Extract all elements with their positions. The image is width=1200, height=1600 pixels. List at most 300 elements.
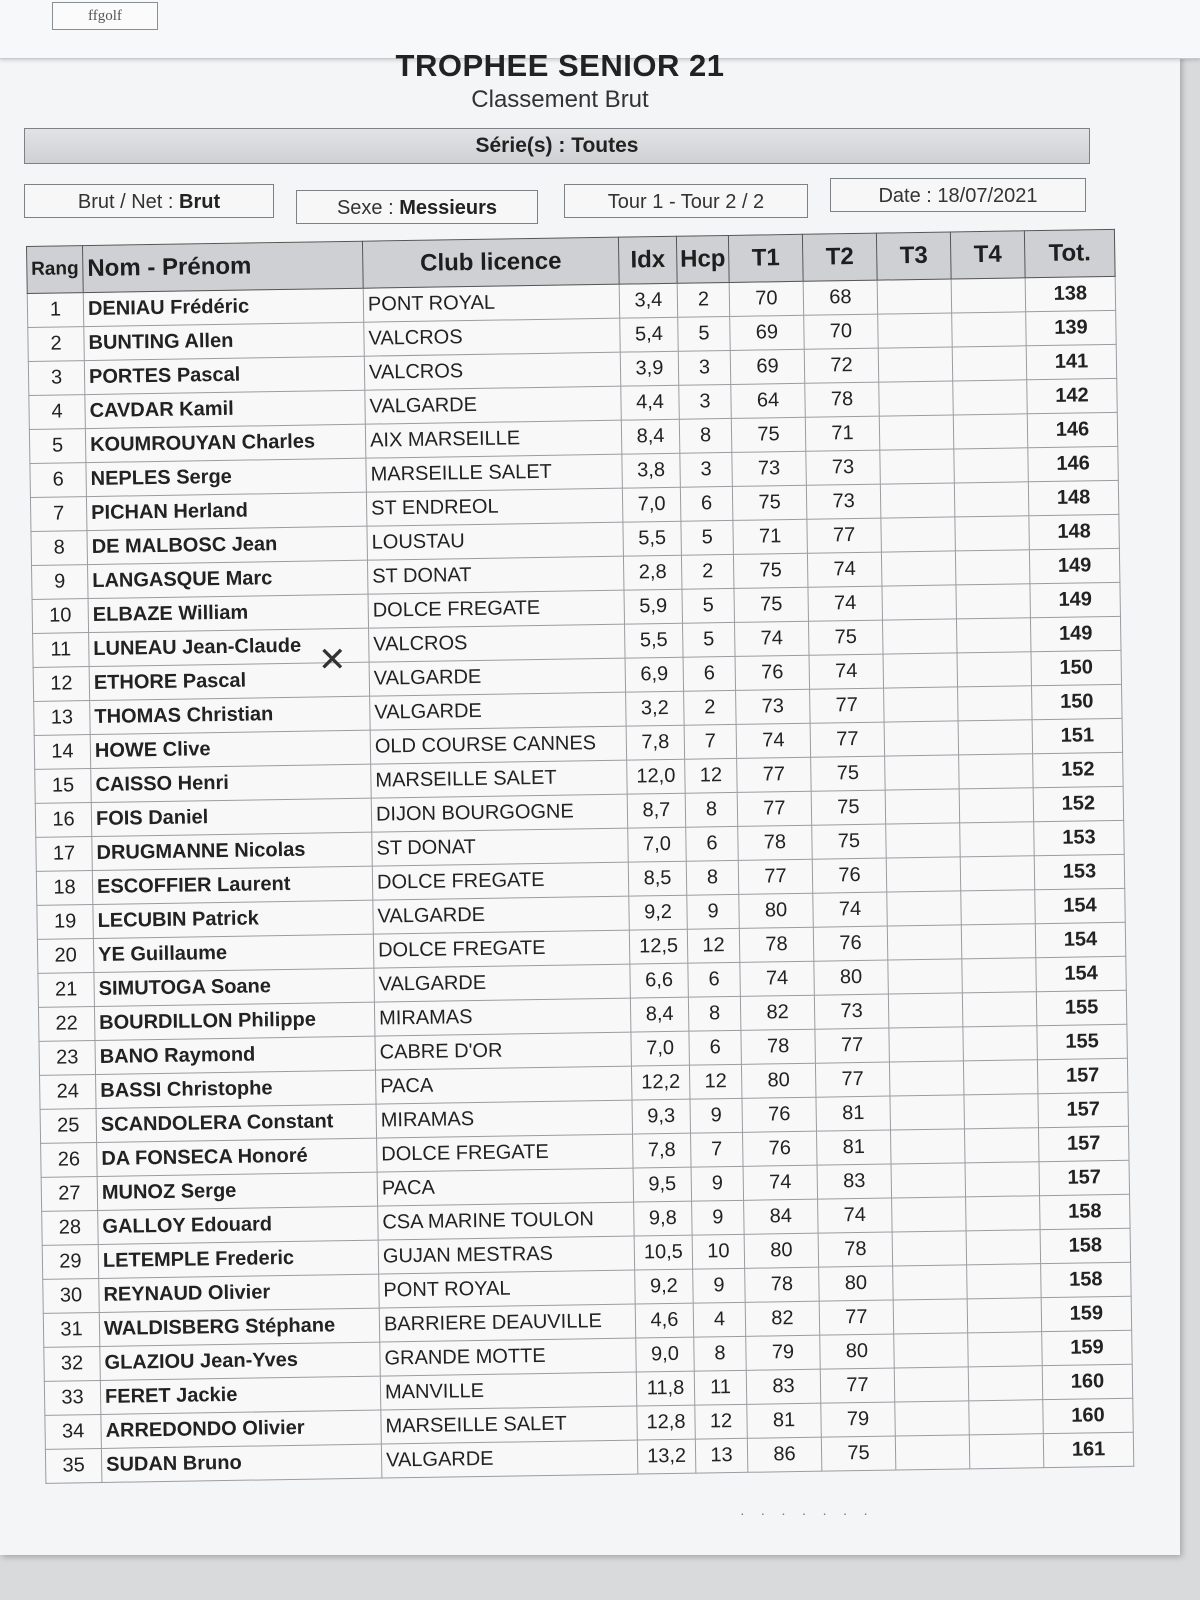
cell-tot: 152 — [1033, 786, 1124, 821]
cell-t3 — [889, 1061, 964, 1096]
cell-nom: PORTES Pascal — [84, 356, 364, 394]
serie-bar: Série(s) : Toutes — [24, 128, 1090, 164]
cell-club: VALGARDE — [365, 386, 622, 424]
cell-t3 — [893, 1299, 968, 1334]
cell-t1: 78 — [738, 825, 813, 860]
cell-club: VALCROS — [369, 624, 626, 662]
cell-rang: 23 — [39, 1041, 96, 1076]
cell-club: DOLCE FREGATE — [372, 862, 629, 900]
cell-t4 — [968, 1366, 1043, 1401]
cell-tot: 142 — [1027, 378, 1118, 413]
cell-t4 — [955, 550, 1030, 585]
cell-t1: 69 — [730, 349, 805, 384]
cell-tot: 150 — [1032, 684, 1123, 719]
cell-tot: 148 — [1029, 514, 1120, 549]
cell-idx: 3,9 — [620, 351, 679, 386]
col-club: Club licence — [362, 237, 619, 288]
cell-t4 — [959, 788, 1034, 823]
cell-t3 — [891, 1163, 966, 1198]
cell-tot: 153 — [1034, 820, 1125, 855]
cell-rang: 10 — [32, 599, 89, 634]
cell-t2: 80 — [820, 1334, 895, 1369]
cell-rang: 22 — [38, 1007, 95, 1042]
cell-idx: 8,4 — [621, 419, 680, 454]
cell-nom: GALLOY Edouard — [98, 1206, 378, 1244]
cell-idx: 7,8 — [633, 1133, 692, 1168]
col-nom: Nom - Prénom — [83, 241, 364, 292]
cell-t4 — [958, 686, 1033, 721]
cell-idx: 3,4 — [619, 283, 678, 318]
cell-t3 — [890, 1129, 965, 1164]
cell-t1: 75 — [734, 587, 809, 622]
cell-club: PONT ROYAL — [379, 1270, 636, 1308]
cell-tot: 157 — [1038, 1126, 1129, 1161]
cell-t3 — [892, 1197, 967, 1232]
cell-nom: ARREDONDO Olivier — [101, 1410, 381, 1448]
cell-nom: ETHORE Pascal — [89, 662, 369, 700]
cell-club: MARSEILLE SALET — [381, 1406, 638, 1444]
cell-tot: 154 — [1036, 956, 1127, 991]
cell-hcp: 8 — [694, 1336, 747, 1371]
cell-nom: ELBAZE William — [88, 594, 368, 632]
cell-t3 — [885, 755, 960, 790]
cell-hcp: 5 — [683, 622, 736, 657]
cell-idx: 9,2 — [629, 895, 688, 930]
cell-club: AIX MARSEILLE — [365, 420, 622, 458]
cell-t3 — [885, 789, 960, 824]
cell-club: MARSEILLE SALET — [371, 760, 628, 798]
cell-t3 — [890, 1095, 965, 1130]
cell-nom: BUNTING Allen — [84, 322, 364, 360]
cell-hcp: 6 — [683, 656, 736, 691]
cell-club: GRANDE MOTTE — [380, 1338, 637, 1376]
cell-t2: 77 — [810, 688, 885, 723]
cell-t1: 73 — [732, 451, 807, 486]
cell-t4 — [969, 1434, 1044, 1469]
cell-club: MANVILLE — [380, 1372, 637, 1410]
cell-tot: 141 — [1026, 344, 1117, 379]
cell-idx: 9,5 — [633, 1167, 692, 1202]
cell-hcp: 5 — [682, 588, 735, 623]
cell-tot: 158 — [1040, 1228, 1131, 1263]
cell-idx: 12,2 — [631, 1065, 690, 1100]
cell-idx: 6,6 — [630, 963, 689, 998]
cell-club: ST DONAT — [367, 556, 624, 594]
cell-t3 — [884, 687, 959, 722]
cell-t3 — [881, 517, 956, 552]
cell-t1: 78 — [739, 927, 814, 962]
brut-net-filter — [24, 184, 274, 218]
cell-t1: 71 — [733, 519, 808, 554]
cell-t3 — [886, 823, 961, 858]
cell-nom: BANO Raymond — [95, 1036, 375, 1074]
cell-t2: 73 — [814, 994, 889, 1029]
cell-tot: 154 — [1035, 922, 1126, 957]
cell-hcp: 11 — [694, 1370, 747, 1405]
cell-rang: 34 — [45, 1414, 102, 1449]
cell-t4 — [959, 754, 1034, 789]
cell-idx: 9,0 — [636, 1337, 695, 1372]
cell-hcp: 4 — [693, 1302, 746, 1337]
cell-tot: 149 — [1030, 582, 1121, 617]
cell-nom: BOURDILLON Philippe — [94, 1002, 374, 1040]
cell-nom: THOMAS Christian — [90, 696, 370, 734]
cell-tot: 160 — [1042, 1364, 1133, 1399]
cell-club: MARSEILLE SALET — [366, 454, 623, 492]
cell-club: VALGARDE — [370, 692, 627, 730]
cell-tot: 146 — [1027, 412, 1118, 447]
cell-nom: BASSI Christophe — [96, 1070, 376, 1108]
cell-t3 — [881, 551, 956, 586]
cell-rang: 15 — [35, 769, 92, 804]
cell-nom: SCANDOLERA Constant — [96, 1104, 376, 1142]
cell-idx: 12,0 — [627, 759, 686, 794]
cell-t2: 74 — [809, 654, 884, 689]
cell-club: ST ENDREOL — [366, 488, 623, 526]
cell-t4 — [966, 1196, 1041, 1231]
cell-club: VALGARDE — [369, 658, 626, 696]
cell-nom: SIMUTOGA Soane — [94, 968, 374, 1006]
cell-nom: GLAZIOU Jean-Yves — [100, 1342, 380, 1380]
cell-t2: 75 — [811, 756, 886, 791]
cell-idx: 5,4 — [620, 317, 679, 352]
cell-t2: 73 — [806, 484, 881, 519]
cell-t2: 77 — [815, 1062, 890, 1097]
col-idx: Idx — [618, 236, 677, 284]
cell-tot: 157 — [1039, 1160, 1130, 1195]
cell-t3 — [882, 585, 957, 620]
cell-t1: 76 — [735, 655, 810, 690]
cell-t1: 78 — [745, 1267, 820, 1302]
cell-rang: 11 — [33, 633, 90, 668]
cell-rang: 24 — [40, 1075, 97, 1110]
cell-t2: 79 — [821, 1402, 896, 1437]
cell-hcp: 5 — [681, 520, 734, 555]
cell-nom: LUNEAU Jean-Claude — [89, 628, 369, 666]
cell-rang: 3 — [28, 361, 85, 396]
cell-club: VALGARDE — [373, 896, 630, 934]
cell-idx: 5,5 — [625, 623, 684, 658]
cell-t2: 75 — [811, 790, 886, 825]
cell-t3 — [895, 1401, 970, 1436]
cell-hcp: 7 — [684, 724, 737, 759]
cell-idx: 7,8 — [626, 725, 685, 760]
cell-tot: 158 — [1040, 1194, 1131, 1229]
cell-club: MIRAMAS — [376, 1100, 633, 1138]
cell-nom: CAVDAR Kamil — [85, 390, 365, 428]
cell-t1: 79 — [746, 1335, 821, 1370]
cell-idx: 9,2 — [635, 1269, 694, 1304]
footer-print-info: · · · · · · · — [740, 1505, 874, 1521]
cell-t4 — [957, 652, 1032, 687]
cell-t3 — [879, 381, 954, 416]
cell-t3 — [888, 959, 963, 994]
cell-t3 — [886, 857, 961, 892]
cell-idx: 5,5 — [623, 521, 682, 556]
tour-filter: Tour 1 - Tour 2 / 2 — [564, 184, 808, 218]
cell-nom: HOWE Clive — [90, 730, 370, 768]
cell-t4 — [958, 720, 1033, 755]
cell-t1: 80 — [741, 1063, 816, 1098]
cell-t3 — [879, 415, 954, 450]
page-subtitle: Classement Brut — [471, 86, 649, 113]
cell-rang: 29 — [42, 1244, 99, 1279]
cell-tot: 155 — [1036, 990, 1127, 1025]
cell-tot: 161 — [1043, 1432, 1134, 1467]
cell-t2: 80 — [814, 960, 889, 995]
cell-nom: FOIS Daniel — [91, 798, 371, 836]
cell-t1: 76 — [743, 1131, 818, 1166]
cell-club: ST DONAT — [372, 828, 629, 866]
cell-tot: 146 — [1028, 446, 1119, 481]
cell-tot: 157 — [1038, 1092, 1129, 1127]
cell-t2: 77 — [810, 722, 885, 757]
cell-idx: 6,9 — [625, 657, 684, 692]
cell-nom: MUNOZ Serge — [97, 1172, 377, 1210]
pen-cross-mark: ✕ — [318, 640, 347, 680]
cell-tot: 152 — [1033, 752, 1124, 787]
cell-t2: 74 — [807, 552, 882, 587]
cell-t1: 82 — [740, 995, 815, 1030]
cell-t1: 69 — [730, 315, 805, 350]
cell-t2: 74 — [808, 586, 883, 621]
col-t4: T4 — [950, 231, 1025, 279]
cell-tot: 149 — [1030, 616, 1121, 651]
cell-t4 — [964, 1128, 1039, 1163]
cell-hcp: 2 — [677, 282, 730, 317]
cell-t2: 76 — [812, 858, 887, 893]
cell-nom: PICHAN Herland — [86, 492, 366, 530]
cell-hcp: 13 — [695, 1438, 748, 1473]
cell-hcp: 8 — [688, 996, 741, 1031]
cell-t4 — [951, 278, 1026, 313]
cell-idx: 4,6 — [635, 1303, 694, 1338]
cell-rang: 7 — [30, 497, 87, 532]
ffgolf-logo: ffgolf — [52, 2, 158, 30]
cell-rang: 5 — [29, 429, 86, 464]
cell-hcp: 6 — [680, 486, 733, 521]
cell-tot: 159 — [1041, 1296, 1132, 1331]
cell-nom: FERET Jackie — [100, 1376, 380, 1414]
cell-t1: 77 — [737, 757, 812, 792]
cell-rang: 18 — [36, 871, 93, 906]
cell-t2: 77 — [820, 1368, 895, 1403]
cell-idx: 12,5 — [629, 929, 688, 964]
cell-t2: 77 — [819, 1300, 894, 1335]
cell-t4 — [960, 822, 1035, 857]
cell-t1: 84 — [744, 1199, 819, 1234]
cell-t2: 83 — [817, 1164, 892, 1199]
cell-hcp: 9 — [692, 1200, 745, 1235]
cell-t2: 75 — [808, 620, 883, 655]
cell-t4 — [968, 1332, 1043, 1367]
cell-club: CSA MARINE TOULON — [378, 1202, 635, 1240]
cell-hcp: 2 — [684, 690, 737, 725]
cell-t4 — [967, 1264, 1042, 1299]
cell-t1: 81 — [747, 1403, 822, 1438]
cell-hcp: 9 — [687, 894, 740, 929]
cell-rang: 33 — [44, 1380, 101, 1415]
cell-hcp: 8 — [679, 418, 732, 453]
cell-hcp: 3 — [678, 350, 731, 385]
cell-tot: 159 — [1042, 1330, 1133, 1365]
cell-t4 — [969, 1400, 1044, 1435]
cell-tot: 160 — [1043, 1398, 1134, 1433]
cell-t3 — [895, 1435, 970, 1470]
cell-nom: LETEMPLE Frederic — [98, 1240, 378, 1278]
cell-tot: 155 — [1037, 1024, 1128, 1059]
cell-t2: 78 — [818, 1232, 893, 1267]
cell-club: DOLCE FREGATE — [377, 1134, 634, 1172]
cell-club: VALGARDE — [374, 964, 631, 1002]
cell-hcp: 3 — [680, 452, 733, 487]
cell-club: VALGARDE — [381, 1440, 638, 1478]
cell-rang: 16 — [35, 803, 92, 838]
cell-t4 — [952, 346, 1027, 381]
cell-rang: 35 — [45, 1448, 102, 1483]
cell-t1: 77 — [738, 859, 813, 894]
cell-rang: 20 — [37, 939, 94, 974]
cell-nom: NEPLES Serge — [86, 458, 366, 496]
cell-club: DIJON BOURGOGNE — [371, 794, 628, 832]
cell-nom: LECUBIN Patrick — [93, 900, 373, 938]
cell-hcp: 12 — [685, 758, 738, 793]
cell-t4 — [962, 958, 1037, 993]
cell-idx: 7,0 — [622, 487, 681, 522]
cell-t2: 78 — [805, 382, 880, 417]
cell-nom: REYNAUD Olivier — [99, 1274, 379, 1312]
brut-net-label: Brut / Net : — [77, 191, 174, 213]
cell-t4 — [956, 618, 1031, 653]
cell-t1: 73 — [736, 689, 811, 724]
cell-t2: 81 — [816, 1096, 891, 1131]
cell-t3 — [893, 1265, 968, 1300]
cell-t2: 81 — [817, 1130, 892, 1165]
cell-t4 — [964, 1094, 1039, 1129]
cell-t1: 86 — [747, 1437, 822, 1472]
cell-nom: SUDAN Bruno — [101, 1444, 381, 1482]
cell-nom: DE MALBOSC Jean — [87, 526, 367, 564]
cell-t3 — [880, 483, 955, 518]
cell-rang: 21 — [38, 973, 95, 1008]
sexe-value: Messieurs — [399, 197, 498, 219]
cell-nom: DRUGMANNE Nicolas — [92, 832, 372, 870]
cell-rang: 2 — [28, 327, 85, 362]
cell-idx: 8,7 — [627, 793, 686, 828]
cell-idx: 12,8 — [637, 1405, 696, 1440]
cell-club: PACA — [375, 1066, 632, 1104]
cell-t4 — [963, 1026, 1038, 1061]
cell-hcp: 12 — [687, 928, 740, 963]
cell-t3 — [877, 279, 952, 314]
cell-hcp: 9 — [693, 1268, 746, 1303]
cell-hcp: 8 — [686, 860, 739, 895]
cell-t3 — [888, 993, 963, 1028]
col-rang: Rang — [27, 246, 84, 294]
cell-nom: YE Guillaume — [93, 934, 373, 972]
cell-hcp: 7 — [691, 1132, 744, 1167]
cell-hcp: 12 — [695, 1404, 748, 1439]
cell-t3 — [880, 449, 955, 484]
results-table — [26, 229, 1134, 1484]
cell-t2: 71 — [805, 416, 880, 451]
cell-club: VALCROS — [364, 352, 621, 390]
cell-rang: 12 — [33, 667, 90, 702]
cell-rang: 1 — [27, 293, 84, 328]
cell-idx: 10,5 — [634, 1235, 693, 1270]
cell-idx: 9,3 — [632, 1099, 691, 1134]
cell-t1: 75 — [731, 417, 806, 452]
cell-t1: 83 — [746, 1369, 821, 1404]
cell-tot: 154 — [1035, 888, 1126, 923]
cell-hcp: 8 — [685, 792, 738, 827]
cell-t3 — [889, 1027, 964, 1062]
cell-t3 — [894, 1333, 969, 1368]
cell-t4 — [962, 992, 1037, 1027]
cell-t2: 80 — [819, 1266, 894, 1301]
cell-t1: 75 — [733, 553, 808, 588]
cell-nom: LANGASQUE Marc — [88, 560, 368, 598]
cell-t1: 64 — [731, 383, 806, 418]
cell-club: OLD COURSE CANNES — [370, 726, 627, 764]
cell-hcp: 10 — [692, 1234, 745, 1269]
cell-t3 — [894, 1367, 969, 1402]
cell-tot: 158 — [1041, 1262, 1132, 1297]
cell-t4 — [955, 516, 1030, 551]
cell-rang: 14 — [34, 735, 91, 770]
cell-hcp: 6 — [686, 826, 739, 861]
cell-t2: 70 — [804, 314, 879, 349]
cell-t3 — [882, 619, 957, 654]
cell-t1: 77 — [737, 791, 812, 826]
cell-t1: 74 — [734, 621, 809, 656]
cell-rang: 25 — [40, 1109, 97, 1144]
cell-rang: 4 — [29, 395, 86, 430]
cell-club: BARRIERE DEAUVILLE — [379, 1304, 636, 1342]
cell-idx: 13,2 — [637, 1439, 696, 1474]
cell-club: DOLCE FREGATE — [368, 590, 625, 628]
cell-t3 — [878, 313, 953, 348]
cell-t2: 75 — [821, 1436, 896, 1471]
cell-t3 — [887, 891, 962, 926]
cell-t2: 74 — [818, 1198, 893, 1233]
cell-idx: 8,5 — [628, 861, 687, 896]
cell-t3 — [883, 653, 958, 688]
cell-t1: 70 — [729, 281, 804, 316]
cell-rang: 26 — [41, 1143, 98, 1178]
cell-nom: KOUMROUYAN Charles — [85, 424, 365, 462]
date-filter: Date : 18/07/2021 — [830, 178, 1086, 212]
cell-t2: 75 — [812, 824, 887, 859]
brut-net-value: Brut — [179, 191, 221, 213]
cell-idx: 2,8 — [623, 555, 682, 590]
cell-t2: 77 — [815, 1028, 890, 1063]
cell-t3 — [892, 1231, 967, 1266]
cell-t2: 74 — [813, 892, 888, 927]
cell-idx: 11,8 — [636, 1371, 695, 1406]
cell-idx: 3,8 — [622, 453, 681, 488]
col-tot: Tot. — [1024, 229, 1115, 277]
cell-hcp: 3 — [679, 384, 732, 419]
cell-t4 — [966, 1230, 1041, 1265]
cell-idx: 3,2 — [626, 691, 685, 726]
col-t3: T3 — [876, 232, 951, 280]
cell-hcp: 2 — [681, 554, 734, 589]
cell-t4 — [961, 890, 1036, 925]
cell-t1: 80 — [744, 1233, 819, 1268]
cell-t1: 80 — [739, 893, 814, 928]
cell-club: PONT ROYAL — [363, 284, 620, 322]
